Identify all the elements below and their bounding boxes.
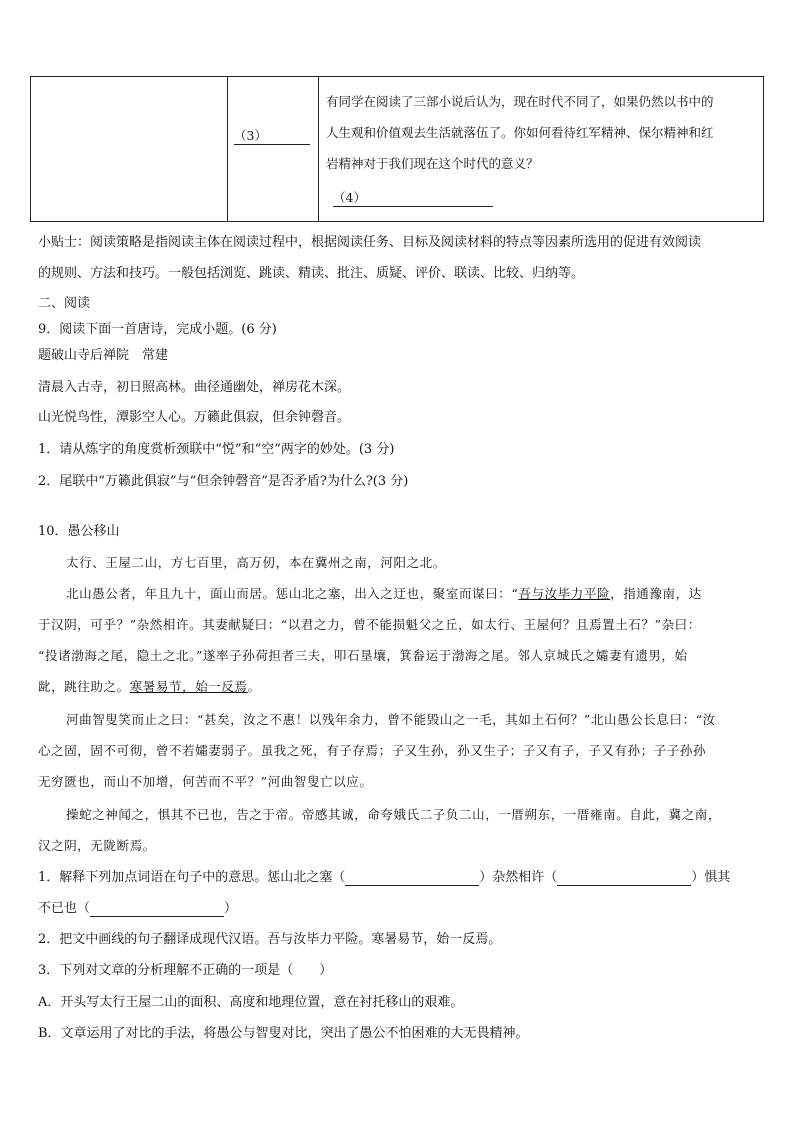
tips-line-2: 的规则、方法和技巧。一般包括浏览、跳读、精读、批注、质疑、评价、联读、比较、归纳等。 bbox=[38, 266, 585, 281]
q10-sub-question-3: 3．下列对文章的分析理解不正确的一项是（ ） bbox=[38, 963, 333, 978]
table-column-divider-2 bbox=[318, 77, 319, 221]
poem-title: 题破山寺后禅院 常建 bbox=[38, 348, 169, 363]
option-b: B．文章运用了对比的手法，将愚公与智叟对比，突出了愚公不怕困难的大无畏精神。 bbox=[38, 1026, 529, 1041]
underlined-sentence-2: 寒暑易节，始一反焉 bbox=[129, 679, 248, 694]
option-a: A．开头写太行王屋二山的面积、高度和地理位置，意在衬托移山的艰难。 bbox=[38, 995, 464, 1010]
section-heading: 二、阅读 bbox=[38, 296, 91, 311]
passage-para-1: 太行、王屋二山，方七百里，高万仞，本在冀州之南，河阳之北。 bbox=[66, 555, 446, 570]
poem-line-1: 清晨入古寺，初日照高林。曲径通幽处，禅房花木深。 bbox=[38, 380, 351, 395]
q10-title: 10．愚公移山 bbox=[38, 524, 120, 539]
question-text: ）惧其 bbox=[691, 870, 731, 885]
passage-text: ，指通豫南，达 bbox=[610, 586, 702, 601]
answer-blank-1[interactable] bbox=[345, 870, 479, 886]
passage-para-3-line-2: 心之固，固不可彻，曾不若孀妻弱子。虽我之死，有子存焉；子又生孙，孙又生子；子又有子，子又有孙；子子孙孙 bbox=[38, 743, 707, 758]
table-cell-line-2: 人生观和价值观去生活就落伍了。你如何看待红军精神、保尔精神和红 bbox=[326, 125, 714, 140]
question-text: 不已也（ bbox=[38, 901, 91, 916]
table-cell-line-1: 有同学在阅读了三部小说后认为，现在时代不同了，如果仍然以书中的 bbox=[326, 94, 714, 109]
q10-sub-question-2: 2．把文中画线的句子翻译成现代汉语。吾与汝毕力平险。寒暑易节，始一反焉。 bbox=[38, 932, 502, 947]
table-cell-line-3: 岩精神对于我们现在这个时代的意义？ bbox=[326, 156, 539, 171]
table-q3-label: （3） bbox=[234, 128, 267, 143]
q9-sub-question-1: 1．请从炼字的角度赏析颈联中“悦”和“空”两字的妙处。(3 分) bbox=[38, 442, 395, 457]
answer-blank-3[interactable] bbox=[90, 901, 224, 917]
passage-text: 北山愚公者，年且九十，面山而居。惩山北之塞，出入之迂也，聚室而谋曰：“ bbox=[66, 586, 519, 601]
question-text: ） bbox=[224, 901, 238, 916]
question-text: ）杂然相许（ bbox=[479, 870, 558, 885]
q10-sub-question-1-line-2 bbox=[38, 897, 237, 917]
q9-title: 9．阅读下面一首唐诗，完成小题。(6 分) bbox=[38, 322, 277, 337]
passage-para-2-line-1 bbox=[66, 584, 702, 602]
passage-para-2-line-2: 于汉阴，可乎？”杂然相许。其妻献疑曰：“以君之力，曾不能损魁父之丘，如太行、王屋何？且焉置土石？”杂曰： bbox=[38, 617, 701, 632]
tips-line-1: 小贴士：阅读策略是指阅读主体在阅读过程中，根据阅读任务、目标及阅读材料的特点等因素所选用的促进有效阅读 bbox=[38, 235, 702, 250]
passage-text: 龀，跳往助之。 bbox=[38, 679, 130, 694]
answer-blank-2[interactable] bbox=[557, 870, 691, 886]
poem-line-2: 山光悦鸟性，潭影空人心。万籁此俱寂，但余钟磬音。 bbox=[38, 410, 351, 425]
question-text: 1．解释下列加点词语在句子中的意思。惩山北之塞（ bbox=[38, 870, 346, 885]
q9-sub-question-2: 2．尾联中“万籁此俱寂”与“但余钟磬音”是否矛盾?为什么?(3 分) bbox=[38, 474, 409, 489]
passage-para-4-line-1: 操蛇之神闻之，惧其不已也，告之于帝。帝感其诚，命夸娥氏二子负二山，一厝朔东，一厝雍南。自此，冀之南， bbox=[66, 807, 722, 822]
passage-para-2-line-3: “投诸渤海之尾，隐土之北。”遂率子孙荷担者三夫，叩石垦壤，箕畚运于渤海之尾。邻人京城氏之孀妻有遗男，始 bbox=[38, 648, 688, 663]
passage-text: 。 bbox=[247, 679, 261, 694]
passage-para-4-line-2: 汉之阴，无陇断焉。 bbox=[38, 838, 156, 853]
passage-para-2-line-4 bbox=[38, 677, 261, 695]
table-q4-label: （4） bbox=[333, 190, 366, 205]
underlined-sentence-1: 吾与汝毕力平险 bbox=[518, 586, 611, 601]
passage-para-3-line-1: 河曲智叟笑而止之曰：“甚矣，汝之不惠！以残年余力，曾不能毁山之一毛，其如土石何？”北山愚公长息曰：“汝 bbox=[66, 712, 716, 727]
table-column-divider-1 bbox=[227, 77, 228, 221]
passage-para-3-line-3: 无穷匮也，而山不加增，何苦而不平？”河曲智叟亡以应。 bbox=[38, 774, 373, 789]
table-q3-answer-slot bbox=[234, 126, 310, 145]
q10-sub-question-1-line-1 bbox=[38, 866, 730, 886]
table-q4-answer-slot bbox=[333, 188, 493, 207]
